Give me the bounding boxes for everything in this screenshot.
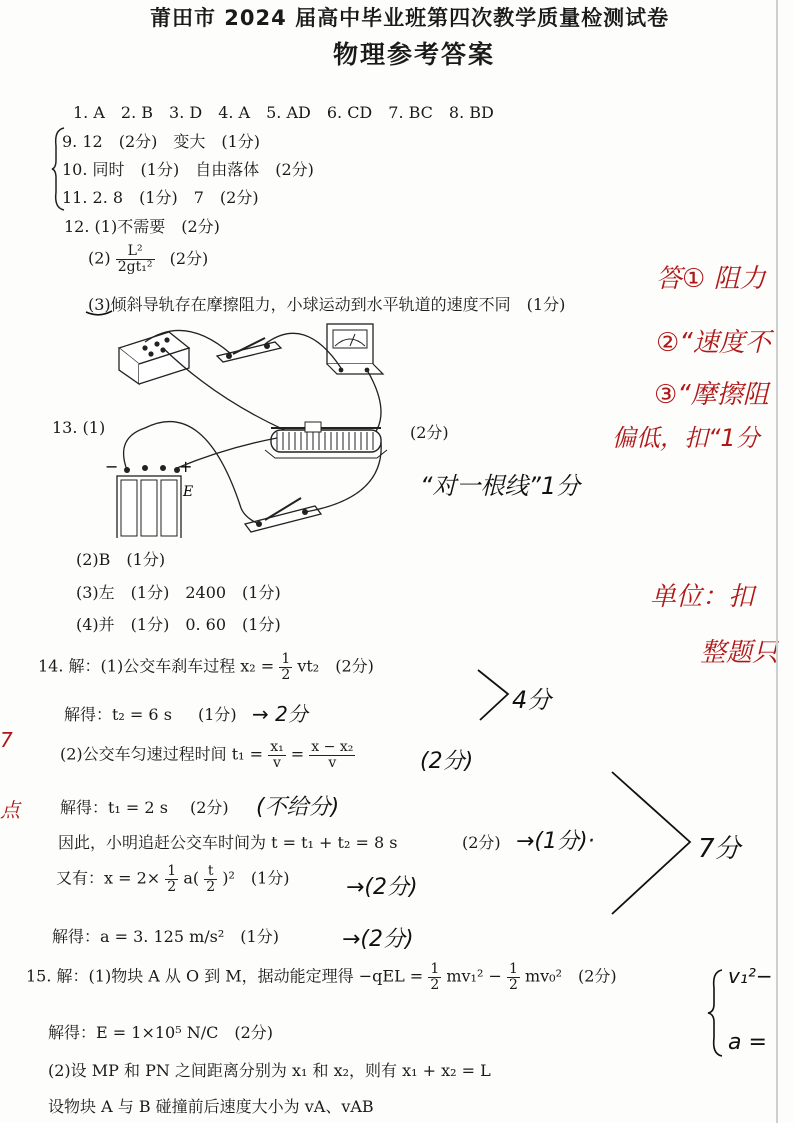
answer-title: 物理参考答案: [333, 40, 496, 69]
answer-14-4: [56, 864, 290, 894]
q15-1-text-b: mv₁² −: [446, 966, 502, 986]
q14-eq: =: [290, 744, 305, 764]
handwritten-note: 偏低，扣“1分: [612, 424, 760, 452]
q14-2-fraction-1: [268, 740, 286, 770]
answer-14-1-solution: 解得：t₂ = 6 s: [64, 705, 172, 724]
answer-13-3: (3)左 (1分) 2400 (1分): [76, 583, 281, 602]
battery-box-top: [119, 332, 189, 384]
q14-2-text: (2)公交车匀速过程时间 t₁ =: [60, 744, 264, 764]
handwritten-note: v₁²−: [728, 964, 773, 988]
rheostat: [265, 422, 387, 458]
handwritten-note: (2分): [420, 749, 474, 774]
answer-14-1-solution-score: (1分): [198, 705, 237, 724]
battery-minus: −: [105, 457, 119, 476]
handwritten-note: 单位：扣: [650, 582, 755, 612]
battery-bottom: [117, 465, 181, 538]
q14-1-text-b: vt₂ (2分): [297, 656, 374, 676]
handwritten-note: → 2分: [252, 702, 308, 726]
q14-4-text-b: a(: [183, 868, 200, 888]
handwritten-note: 4分: [512, 686, 552, 714]
circuit-diagram: [105, 318, 405, 538]
battery-plus: +: [179, 457, 193, 476]
brace-right: [706, 968, 726, 1058]
answer-14-2-solution-score: (2分): [190, 798, 229, 817]
answer-14-5: 解得：a = 3. 125 m/s² (1分): [52, 927, 279, 946]
answer-15-1: [26, 962, 617, 992]
answer-13-1: 13. (1): [52, 418, 106, 437]
answer-11: 11. 2. 8 (1分) 7 (2分): [62, 188, 259, 207]
q14-1-text: 14. 解：(1)公交车刹车过程 x₂ =: [38, 656, 275, 676]
half-fraction: [428, 962, 441, 992]
handwritten-note: a =: [728, 1030, 767, 1055]
answer-13-4: (4)并 (1分) 0. 60 (1分): [76, 615, 281, 634]
handwritten-note: 答① 阻力: [656, 264, 766, 294]
answer-14-2: [60, 740, 355, 770]
underline-mark: [84, 308, 114, 318]
q14-f2-den: v: [328, 754, 337, 771]
q15-1-text-c: mv₀² (2分): [524, 966, 617, 986]
bracket-7: [608, 768, 698, 918]
answer-14-1: [38, 652, 374, 682]
q12-num: L²: [116, 244, 155, 260]
answer-13-2: (2)B (1分): [76, 550, 166, 569]
answer-14-3-score: (2分): [462, 833, 501, 852]
answer-14-3: 因此，小明追赶公交车时间为 t = t₁ + t₂ = 8 s: [58, 833, 398, 852]
answer-12-2: [88, 244, 208, 274]
q12-2-score: (2分): [169, 248, 209, 268]
handwritten-note: →(2分): [346, 875, 418, 900]
q12-den: 2gt₁²: [117, 258, 153, 275]
answer-9: 9. 12 (2分) 变大 (1分): [62, 132, 261, 151]
answer-15-2: (2)设 MP 和 PN 之间距离分别为 x₁ 和 x₂，则有 x₁ + x₂ = L: [48, 1061, 491, 1080]
handwritten-note: ②“速度不: [656, 328, 771, 358]
q14-f1-den: v: [272, 754, 281, 771]
q12-2-fraction: [116, 244, 155, 274]
q14-4-text: 又有：x = 2×: [56, 868, 161, 888]
t-num: t: [204, 864, 217, 880]
answer-10: 10. 同时 (1分) 自由落体 (2分): [62, 160, 314, 179]
half-den: 2: [508, 976, 518, 993]
margin-mark: 7: [0, 728, 13, 752]
battery-label: E: [183, 484, 194, 500]
meter: [327, 324, 383, 374]
answer-12-3: (3)倾斜导轨存在摩擦阻力，小球运动到水平轨道的速度不同 (1分): [88, 295, 566, 314]
answer-15-3: 设物块 A 与 B 碰撞前后速度大小为 vA、vAB: [48, 1097, 374, 1116]
handwritten-note: 7分: [698, 834, 741, 864]
half-fraction: [507, 962, 520, 992]
handwritten-note: →(1分)·: [516, 829, 595, 854]
handwritten-note: (不给分): [256, 795, 340, 820]
q14-f1-num: x₁: [270, 739, 284, 755]
answer-12-1: 12. (1)不需要 (2分): [64, 217, 220, 236]
bracket-4: [474, 666, 514, 726]
half-den: 2: [430, 976, 440, 993]
answer-13-1-score: (2分): [410, 423, 449, 442]
half-num: 1: [167, 863, 177, 879]
half-num: 1: [430, 961, 440, 977]
half-num: 1: [508, 961, 518, 977]
margin-mark: 点: [0, 798, 20, 822]
exam-title: 莆田市 2024 届高中毕业班第四次教学质量检测试卷: [150, 6, 670, 30]
q14-f2-num: x − x₂: [311, 739, 354, 755]
handwritten-note: →(2分): [342, 927, 414, 952]
answer-15-solution: 解得：E = 1×10⁵ N/C (2分): [48, 1023, 274, 1042]
half-den: 2: [281, 666, 291, 683]
half-fraction: [279, 652, 292, 682]
handwritten-note: “对一根线”1分: [420, 472, 581, 500]
handwritten-note: 整题只: [700, 638, 779, 668]
switch-bottom: [245, 498, 321, 532]
t-den: 2: [206, 878, 216, 895]
t-half-fraction: [204, 864, 217, 894]
half-fraction: [165, 864, 178, 894]
q14-4-text-c: )² (1分): [222, 868, 290, 888]
q12-2-prefix: (2): [88, 248, 111, 268]
handwritten-note: ③“摩擦阻: [654, 380, 769, 410]
half-den: 2: [167, 878, 177, 895]
answer-14-2-solution: 解得：t₁ = 2 s: [60, 798, 168, 817]
half-num: 1: [281, 651, 291, 667]
q14-2-fraction-2: [309, 740, 355, 770]
mc-answers: 1. A 2. B 3. D 4. A 5. AD 6. CD 7. BC 8. BD: [73, 103, 494, 122]
q15-1-text: 15. 解：(1)物块 A 从 O 到 M，据动能定理得 −qEL =: [26, 966, 424, 986]
